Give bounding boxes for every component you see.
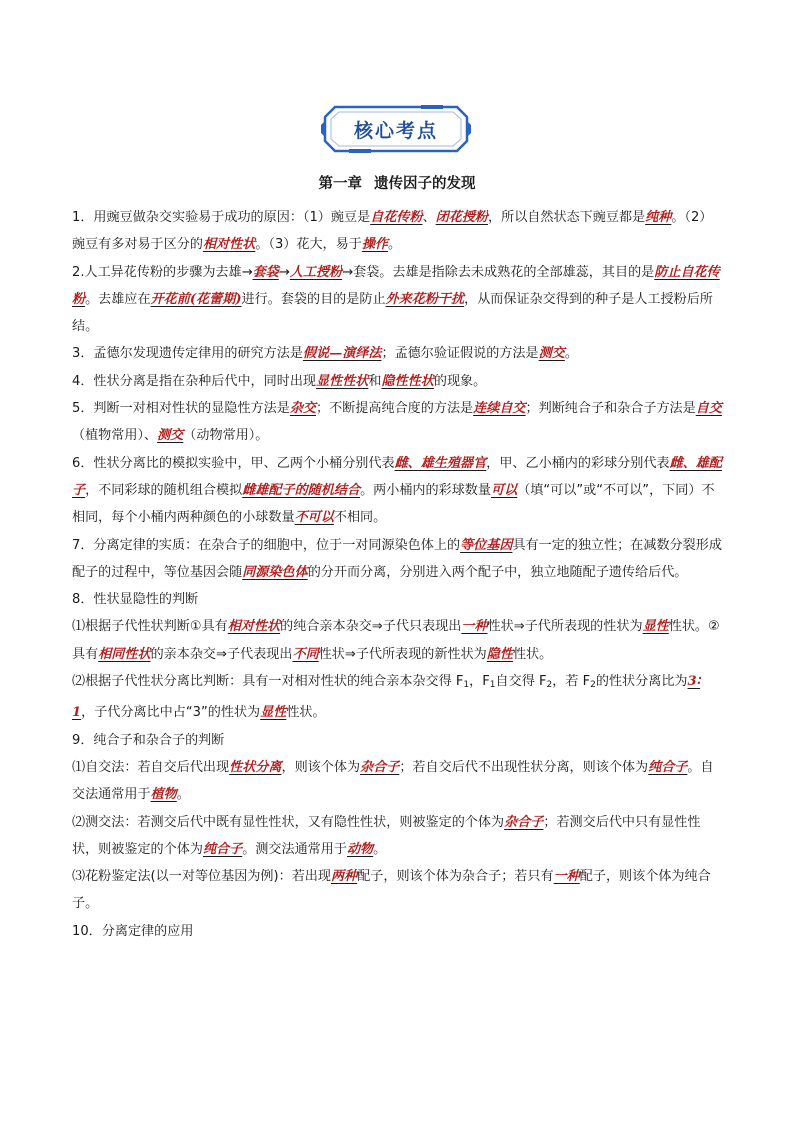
body-text: 不相同。 (333, 510, 387, 526)
body-text: 3．孟德尔发现遗传定律用的研究方法是 (72, 346, 303, 362)
body-text: ⑵测交法：若测交后代中既有显性性状，又有隐性性状，则被鉴定的个体为 (72, 814, 505, 830)
answer-text: 连续自交 (473, 401, 526, 417)
body-text: ⑶花粉鉴定法(以一对等位基因为例)：若出现 (72, 869, 331, 885)
subscript-text: 2 (590, 680, 596, 691)
body-text: （动物常用）。 (183, 428, 269, 444)
note-item (72, 863, 722, 918)
answer-text: 测交 (538, 346, 565, 362)
answer-text: 显性 (642, 619, 669, 635)
body-text: 2.人工异花传粉的步骤为去雄→ (72, 264, 253, 280)
answer-text: 性状分离 (229, 759, 282, 775)
body-text: ⑴根据子代性状判断①具有 (72, 619, 228, 635)
body-text: 。两小桶内的彩球数量 (360, 482, 491, 498)
body-text: 配子，则该个体为纯合子。 (72, 869, 711, 912)
note-item (72, 586, 722, 613)
body-text: ；判断纯合子和杂合子方法是 (525, 401, 696, 417)
body-text: ；若测交后代中只有显性性状，则被鉴定的个体为 (72, 814, 701, 857)
body-text: ⑴自交法：若自交后代出现 (72, 759, 230, 775)
body-text: （植物常用）、 (72, 428, 158, 444)
body-text: ，则该个体为 (281, 759, 361, 775)
body-text: →套袋。去雄是指除去未成熟花的全部雄蕊，其目的是 (342, 264, 655, 280)
answer-text: 外来花粉干扰 (385, 291, 465, 307)
answer-text: 闭花授粉 (435, 210, 489, 225)
body-text: 的亲本杂交⇒子代表现出 (150, 646, 293, 662)
body-text: ，子代分离比中占“3”的性状为 (81, 705, 261, 721)
answer-text: 人工授粉 (289, 264, 343, 280)
note-item (72, 613, 722, 668)
answer-text: 纯合子 (202, 841, 243, 857)
answer-text: 纯种 (645, 210, 672, 225)
body-text: 7．分离定律的实质：在杂合子的细胞中，位于一对同源染色体上的 (72, 537, 461, 553)
body-text: （填“可以”或“不可以”，下同）不相同，每个小桶内两种颜色的小球数量 (72, 482, 715, 526)
body-text: 4．性状分离是指在杂种后代中，同时出现 (72, 373, 317, 389)
body-text: 。自交法通常用于 (72, 759, 714, 803)
body-text: 1．用豌豆做杂交实验易于成功的原因：（1）豌豆是 (72, 210, 371, 225)
answer-text: 植物 (150, 787, 177, 803)
body-text: 和 (368, 373, 382, 389)
answer-text: 杂交 (289, 401, 317, 417)
note-item (72, 340, 722, 367)
body-text: 性状⇒子代所表现的性状为 (487, 619, 643, 635)
body-text: 、 (422, 210, 436, 225)
answer-text: 雌雄配子的随机结合 (242, 482, 361, 498)
body-text: 。 (564, 346, 578, 362)
answer-text: 测交 (157, 428, 184, 444)
note-item (72, 809, 722, 864)
answer-text: 动物 (346, 841, 374, 857)
badge-title: 核心考点 (353, 119, 438, 142)
body-text: 的现象。 (433, 373, 487, 389)
answer-text: 等位基因 (460, 537, 513, 553)
body-text: 性状。 (286, 705, 326, 721)
answer-text: 操作 (361, 237, 389, 253)
body-text: 进行。套袋的目的是防止 (241, 291, 386, 307)
answer-text: 显性性状 (316, 373, 369, 389)
body-text: 性状⇒子代所表现的新性状为 (318, 646, 487, 662)
body-text: ⑵根据子代性状分离比判断：具有一对相对性状的纯合亲本杂交得 F (72, 674, 464, 690)
body-text: 性状。 (512, 646, 553, 662)
body-text: 。去雄应在 (85, 291, 151, 307)
body-text: ，若 F (552, 674, 591, 690)
body-text: 的分开而分离，分别进入两个配子中，独立地随配子遗传给后代。 (307, 564, 688, 580)
answer-text: 可以 (491, 482, 518, 498)
answer-text: 一种 (461, 619, 488, 635)
chapter-heading (0, 172, 794, 193)
answer-text: 相同性状 (98, 646, 151, 662)
body-text: 6．性状分离比的模拟实验中，甲、乙两个小桶分别代表 (72, 455, 395, 471)
note-item (72, 668, 722, 727)
body-text: ，所以自然状态下豌豆都是 (488, 210, 646, 225)
body-text: 配子，则该个体为杂合子；若只有 (357, 869, 554, 885)
answer-text: 自交 (695, 401, 722, 417)
answer-text: 隐性 (486, 646, 513, 662)
answer-text: 相对性状 (227, 619, 281, 635)
body-text: 。 (373, 841, 387, 857)
body-text: 性状。②具有 (72, 619, 720, 662)
answer-text: 不同 (292, 646, 319, 662)
answer-text: 假说—演绎法 (302, 346, 382, 362)
answer-text: 杂合子 (360, 759, 400, 775)
body-text: ，不同彩球的随机组合模拟 (85, 482, 243, 498)
chapter-title: 遗传因子的发现 (374, 176, 476, 192)
body-text: ，从而保证杂交得到的种子是人工授粉后所结。 (72, 291, 713, 335)
note-item (72, 532, 722, 587)
answer-text: 雌、雄生殖器官 (394, 455, 487, 471)
notes-list (72, 204, 722, 945)
body-text: 8．性状显隐性的判断 (72, 592, 199, 608)
body-text: → (278, 264, 290, 280)
note-item (72, 368, 722, 395)
answer-text: 开花前(花蕾期) (150, 291, 242, 307)
note-item (72, 450, 722, 532)
section-badge (319, 103, 473, 155)
answer-text: 自花传粉 (370, 210, 423, 225)
body-text: 5．判断一对相对性状的显隐性方法是 (72, 401, 290, 417)
body-text: ；不断提高纯合度的方法是 (316, 401, 474, 417)
answer-text: 隐性性状 (381, 373, 434, 389)
note-item (72, 204, 722, 259)
body-text: ，F (469, 674, 490, 690)
answer-text: 相对性状 (202, 237, 256, 253)
chapter-label: 第一章 (318, 176, 362, 192)
body-text: 。 (176, 787, 190, 803)
body-text: 。测交法通常用于 (242, 841, 347, 857)
body-text: 10．分离定律的应用 (72, 923, 194, 939)
answer-text: 防止自花传粉 (72, 264, 720, 307)
body-text: ；若自交后代不出现性状分离，则该个体为 (399, 759, 649, 775)
body-text: ，甲、乙小桶内的彩球分别代表 (486, 455, 670, 471)
answer-text: 3∶1 (72, 674, 701, 721)
note-item (72, 259, 722, 341)
body-text: 的纯合亲本杂交⇒子代只表现出 (280, 619, 462, 635)
note-item (72, 918, 722, 945)
note-item (72, 727, 722, 754)
note-item (72, 395, 722, 450)
body-text: 具有一定的独立性；在减数分裂形成配子的过程中，等位基因会随 (72, 537, 722, 580)
answer-text: 同源染色体 (242, 564, 308, 580)
answer-text: 雌、雄配子 (72, 455, 722, 498)
answer-text: 套袋 (252, 264, 279, 280)
body-text: 。 (388, 237, 402, 253)
answer-text: 两种 (331, 869, 358, 885)
body-text: 自交得 F (495, 674, 547, 690)
subscript-text: 1 (489, 680, 496, 691)
body-text: ；孟德尔验证假说的方法是 (381, 346, 539, 362)
answer-text: 不可以 (294, 510, 334, 526)
subscript-text: 1 (463, 680, 470, 691)
answer-text: 一种 (553, 869, 580, 885)
note-item (72, 754, 722, 809)
answer-text: 杂合子 (504, 814, 544, 830)
body-text: 。（2）豌豆有多对易于区分的 (72, 210, 713, 253)
answer-text: 显性 (260, 705, 287, 721)
body-text: 。（3）花大，易于 (255, 237, 362, 253)
body-text: 的性状分离比为 (595, 674, 688, 690)
subscript-text: 2 (546, 680, 553, 691)
body-text: 9．纯合子和杂合子的判断 (72, 732, 225, 748)
answer-text: 纯合子 (648, 759, 688, 775)
